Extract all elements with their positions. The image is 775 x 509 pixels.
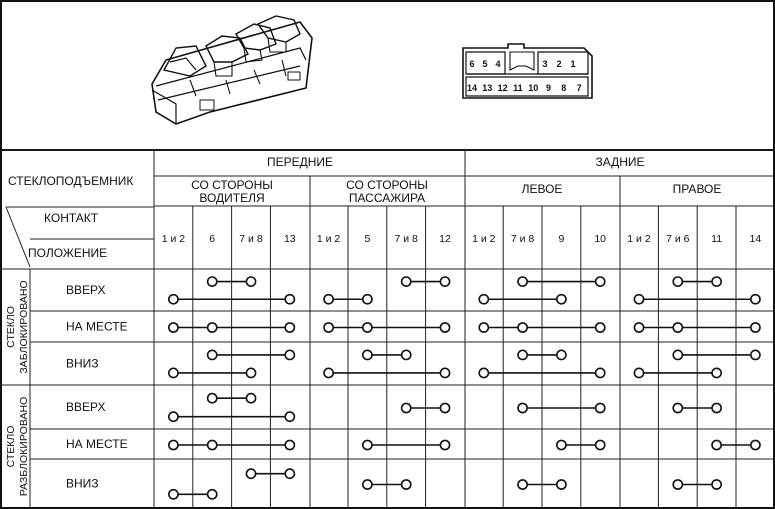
contact-circle — [246, 368, 255, 377]
passenger-side-header-line1: СО СТОРОНЫ — [346, 178, 428, 192]
contact-circle — [402, 480, 411, 489]
contact-circle — [479, 368, 488, 377]
connector-pin-label: 1 — [570, 59, 576, 69]
contact-circle — [208, 440, 217, 449]
passenger-side-header-line2: ПАССАЖИРА — [348, 191, 426, 205]
contact-circle — [712, 440, 721, 449]
contact-circle — [208, 277, 217, 286]
contact-circle — [363, 440, 372, 449]
column-header-15: 11 — [711, 233, 723, 245]
row-label: НА МЕСТЕ — [66, 437, 128, 451]
connector-pin-label: 2 — [556, 59, 562, 69]
contact-circle — [557, 440, 566, 449]
contact-circle — [751, 295, 760, 304]
position-header: ПОЛОЖЕНИЕ — [28, 246, 108, 260]
rear-header: ЗАДНИЕ — [595, 155, 645, 169]
contact-circle — [673, 350, 682, 359]
row-label: НА МЕСТЕ — [66, 319, 128, 334]
connection-diagram — [169, 277, 760, 499]
contact-circle — [440, 323, 449, 332]
contact-circle — [285, 323, 294, 332]
contact-circle — [208, 394, 217, 403]
connector-pin-label: 9 — [545, 83, 552, 93]
contact-circle — [557, 480, 566, 489]
contact-circle — [285, 469, 294, 478]
column-header-9: 1 и 2 — [472, 233, 496, 245]
column-header-7: 7 и 8 — [394, 233, 418, 245]
connector-pin-label: 4 — [495, 59, 501, 69]
column-header-2: 6 — [209, 233, 216, 245]
contact-circle — [751, 323, 760, 332]
contact-circle — [518, 480, 527, 489]
contact-circle — [363, 350, 372, 359]
row-label: ВНИЗ — [66, 356, 99, 371]
driver-side-header-line1: СО СТОРОНЫ — [191, 178, 273, 192]
column-header-3: 7 и 8 — [239, 233, 263, 245]
contact-circle — [634, 295, 643, 304]
column-header-5: 1 и 2 — [316, 233, 341, 245]
contact-circle — [596, 368, 605, 377]
connector-illustration — [463, 44, 592, 98]
front-header: ПЕРЕДНИЕ — [266, 155, 334, 169]
contact-circle — [208, 350, 217, 359]
group-label-unlocked-line1: СТЕКЛО — [5, 425, 17, 468]
contact-circle — [712, 368, 721, 377]
column-header-6: 5 — [364, 233, 371, 245]
contact-circle — [557, 350, 566, 359]
contact-circle — [169, 368, 178, 377]
driver-side-header-line2: ВОДИТЕЛЯ — [199, 191, 265, 205]
column-headers — [162, 233, 762, 245]
contact-circle — [634, 368, 643, 377]
contact-circle — [169, 440, 178, 449]
connector-pin-label: 11 — [513, 83, 523, 93]
connector-pin-label: 10 — [528, 83, 539, 93]
connector-pin-label: 6 — [469, 59, 475, 69]
group-label-locked-line2: ЗАБЛОКИРОВАНО — [18, 280, 30, 374]
connector-pin-label: 7 — [576, 83, 582, 93]
contact-circle — [596, 323, 605, 332]
group-labels — [5, 280, 30, 496]
contact-circle — [518, 350, 527, 359]
contact-circle — [169, 295, 178, 304]
contact-circle — [479, 295, 488, 304]
row-label: ВВЕРХ — [66, 283, 106, 297]
column-header-11: 9 — [558, 233, 565, 245]
contact-circle — [285, 350, 294, 359]
contact-circle — [285, 440, 294, 449]
contact-circle — [673, 277, 682, 286]
column-header-4: 13 — [283, 233, 296, 245]
contact-circle — [634, 323, 643, 332]
contact-circle — [402, 350, 411, 359]
contact-circle — [246, 394, 255, 403]
right-header: ПРАВОЕ — [672, 182, 722, 196]
switch-assembly-illustration — [152, 16, 312, 124]
column-header-12: 10 — [594, 233, 607, 245]
header-diagonal — [6, 207, 30, 267]
contact-circle — [518, 323, 527, 332]
contact-circle — [363, 295, 372, 304]
contact-circle — [169, 323, 178, 332]
contact-circle — [402, 403, 411, 412]
contact-circle — [363, 480, 372, 489]
row-header-label: СТЕКЛОПОДЪЕМНИК — [8, 174, 134, 188]
connector-pin-label: 8 — [561, 83, 567, 93]
contact-circle — [712, 403, 721, 412]
column-header-8: 12 — [439, 233, 451, 245]
column-header-14: 7 и 6 — [666, 233, 690, 245]
contact-circle — [285, 295, 294, 304]
contact-circle — [673, 323, 682, 332]
row-label: ВНИЗ — [66, 476, 99, 491]
column-header-1: 1 и 2 — [161, 233, 186, 245]
contact-circle — [596, 403, 605, 412]
contact-circle — [479, 323, 488, 332]
contact-circle — [440, 440, 449, 449]
contact-circle — [246, 277, 255, 286]
contact-circle — [596, 277, 605, 286]
connector-pin-label: 12 — [497, 83, 508, 93]
column-header-10: 7 и 8 — [510, 233, 535, 245]
contact-circle — [751, 440, 760, 449]
contact-circle — [751, 350, 760, 359]
contact-circle — [402, 277, 411, 286]
contact-circle — [557, 295, 566, 304]
contact-circle — [440, 277, 449, 286]
connector-pin-label: 13 — [482, 83, 493, 93]
contact-circle — [440, 368, 449, 377]
contact-circle — [208, 323, 217, 332]
contact-circle — [246, 469, 255, 478]
contact-circle — [518, 277, 527, 286]
connector-pin-label: 5 — [482, 59, 488, 69]
contact-circle — [712, 480, 721, 489]
contact-circle — [208, 490, 217, 499]
contact-circle — [169, 490, 178, 499]
contact-circle — [363, 323, 372, 332]
contact-circle — [324, 323, 333, 332]
contact-circle — [596, 440, 605, 449]
contact-circle — [673, 480, 682, 489]
contact-circle — [440, 403, 449, 412]
connector-pin-label: 14 — [466, 83, 478, 93]
contact-circle — [324, 368, 333, 377]
group-label-locked-line1: СТЕКЛО — [5, 306, 17, 348]
column-header-13: 1 и 2 — [627, 233, 651, 245]
connector-pin-label: 3 — [542, 59, 548, 69]
contact-circle — [518, 403, 527, 412]
contact-circle — [169, 412, 178, 421]
contact-circle — [673, 403, 682, 412]
column-header-16: 14 — [749, 233, 762, 245]
contact-header: КОНТАКТ — [44, 211, 99, 225]
group-label-unlocked-line2: РАЗБЛОКИРОВАНО — [18, 396, 30, 497]
left-header: ЛЕВОЕ — [521, 182, 563, 196]
contact-circle — [712, 277, 721, 286]
contact-circle — [285, 412, 294, 421]
row-label: ВВЕРХ — [66, 400, 106, 414]
contact-circle — [324, 295, 333, 304]
